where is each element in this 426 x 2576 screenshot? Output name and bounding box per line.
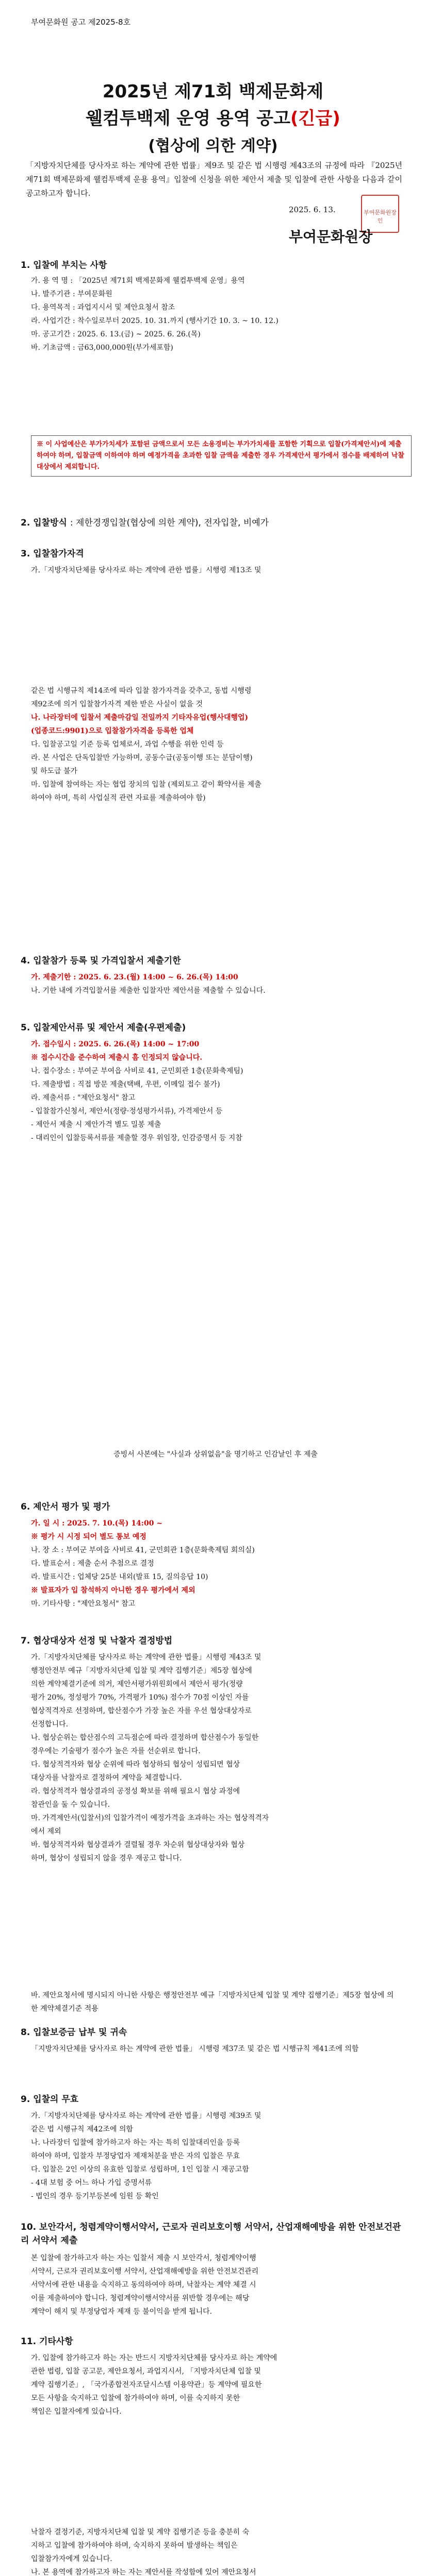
title-main: 웰컴투백제 운영 용역 공고 xyxy=(86,108,290,129)
sec6-line: 마. 기타사항 : "제안요청서" 참고 xyxy=(31,1600,136,1608)
seal-text: 부여문화원장인 xyxy=(364,209,397,224)
sec5-receipt-time: 가. 접수일시 : 2025. 6. 26.(목) 14:00 ~ 17:00 xyxy=(31,1040,200,1048)
section-1-body xyxy=(31,274,400,354)
section-4-title: 4. 입찰참가 등록 및 가격입찰서 제출기한 xyxy=(21,956,181,966)
sec3-line: (업종코드:9901)으로 입찰참가자격을 등록한 업체 xyxy=(31,727,194,735)
section-8-title: 8. 입찰보증금 납부 및 귀속 xyxy=(21,2027,127,2038)
sec9-line: 나. 나라장터 입찰에 참가하고자 하는 자는 특히 입찰대리인을 등록 xyxy=(31,2139,240,2147)
sec7-line: 하며, 협상이 성립되지 않을 경우 재공고 합니다. xyxy=(31,1854,182,1862)
budget-note: ※ 이 사업예산은 부가가치세가 포함된 금액으로서 모든 소용경비는 부가가치세를 포함한 기획으로 입찰(가격제안서)에 제출하여야 하며, 입찰금액 이하여야 하며 예정가격을 초과한 입찰 금액을 제출한 경우 가격제안서 평가에서 점수를 배제하여 낙찰 대상에서 제외합니다. xyxy=(37,440,404,471)
section-4-body xyxy=(31,971,400,997)
section-6-title: 6. 제안서 평가 및 평가 xyxy=(21,1502,110,1512)
sec6-notice: ※ 평가 시 시정 되어 별도 통보 예정 xyxy=(31,1533,146,1541)
sec3-line: 하여야 하며, 특히 사업실적 관련 자료를 제출하여야 함) xyxy=(31,794,206,802)
section-7-title: 7. 협상대상자 선정 및 낙찰자 결정방법 xyxy=(21,1636,173,1646)
urgent-label: (긴급) xyxy=(290,108,340,129)
sec9-line: - 법인의 경우 등기부등본에 임원 등 확인 xyxy=(31,2192,159,2200)
sec7-line: 경우에는 기술평가 점수가 높은 자를 선순위로 합니다. xyxy=(31,1747,201,1755)
sec1-line: 마. 공고기간 : 2025. 6. 13.(금) ~ 2025. 6. 26.(목) xyxy=(31,330,201,338)
sec10-line: 서약서, 근로자 권리보호이행 서약서, 산업재해예방을 위한 안전보건관리 xyxy=(31,2267,259,2276)
sec1-line: 가. 용 역 명 : 「2025년 제71회 백제문화제 웰컴투백제 운영」용역 xyxy=(31,277,245,285)
sec7-line: 나. 협상순위는 합산점수의 고득점순에 따라 결정하며 합산점수가 동일한 xyxy=(31,1734,259,1742)
section-11-title: 11. 기타사항 xyxy=(21,2336,73,2347)
sec7-line: 행정안전부 예규「지방자치단체 입찰 및 계약 집행기준」제5장 협상에 xyxy=(31,1667,252,1675)
sec9-line: - 4대 보험 중 어느 하나 가입 증명서류 xyxy=(31,2179,152,2187)
sec3-line: 및 하도급 불가 xyxy=(31,767,78,775)
sec5-line: - 입찰참가신청서, 제안서(정량·정성평가서류), 가격제안서 등 xyxy=(31,1107,223,1115)
sec7-line: 마. 가격제안서(입찰서)의 입찰가격이 예정가격을 초과하는 자는 협상적격자 xyxy=(31,1814,269,1822)
sec10-line: 서약서에 관한 내용을 숙지하고 동의하여야 하며, 낙찰자는 계약 체결 시 xyxy=(31,2281,256,2289)
sec11-line: 낙찰자 결정기준, 지방자치단체 입찰 및 계약 집행기준 등을 충분히 숙 xyxy=(31,2528,250,2536)
issuer-name: 부여문화원장 xyxy=(289,228,373,245)
title-line-1: 2025년 제71회 백제문화제 xyxy=(102,81,324,102)
sec10-line: 이를 제출하여야 합니다. 청렴계약이행서약서를 위반할 경우에는 해당 xyxy=(31,2294,250,2302)
sec6-date: 가. 일 시 : 2025. 7. 10.(목) 14:00 ~ xyxy=(31,1519,163,1528)
sec5-line: 라. 제출서류 : "제안요청서" 참고 xyxy=(31,1094,136,1102)
sec3-line: 마. 입찰에 참여하는 자는 협업 장치의 입찰 (제외토고 같이 확약서를 제출 xyxy=(31,781,261,789)
sec3-line: 라. 본 사업은 단독입찰만 가능하며, 공동수급(공동이행 또는 분담이행) xyxy=(31,754,253,762)
sec5-footnote: 증빙서 사본에는 "사실과 상위없음"을 명기하고 인감날인 후 제출 xyxy=(113,1450,318,1459)
section-5-title: 5. 입찰제안서류 및 제안서 제출(우편제출) xyxy=(21,1023,186,1033)
sec7-line: 에서 제외 xyxy=(31,1827,61,1836)
issue-date: 2025. 6. 13. xyxy=(289,205,336,214)
sec5-line: 다. 제출방법 : 직접 방문 제출(택배, 우편, 이메일 접수 불가) xyxy=(31,1080,220,1089)
sec3-line: 같은 법 시행규칙 제14조에 따라 입찰 참가자격을 갖추고, 동법 시행령 xyxy=(31,687,252,695)
section-5-body xyxy=(31,1038,400,1145)
sec9-line: 같은 법 시행규칙 제42조에 의함 xyxy=(31,2125,133,2133)
intro-paragraph: 「지방자치단체를 당사자로 하는 계약에 관한 법률」제9조 및 같은 법 시행령 제43조의 규정에 따라 『2025년 제71회 백제문화제 웰컴투백제 운용 용역』입찰에 신청을 위한 제안서 제출 및 입찰에 관한 사항을 다음과 같이 공고하고자 합니다. xyxy=(26,161,402,198)
sec11-line: 모든 사항을 숙지하고 입찰에 참가하여야 하며, 이를 숙지하지 못한 xyxy=(31,2394,240,2402)
sec5-line: - 제안서 제출 시 제안가격 별도 밀봉 제출 xyxy=(31,1121,161,1129)
sec7-line: 바. 협상적격자와 협상결과가 결렬될 경우 차순위 협상대상자와 협상 xyxy=(31,1841,245,1849)
sec11-line: 나. 본 용역에 참가하고자 하는 자는 제안서를 작성함에 있어 제안요청서 xyxy=(31,2568,256,2576)
sec5-line: 나. 접수장소 : 부여군 부여읍 사비로 41, 군민회관 1층(문화축제팀) xyxy=(31,1067,243,1075)
notice-number: 부여문화원 공고 제2025-8호 xyxy=(31,18,131,27)
sec4-deadline: 가. 제출기한 : 2025. 6. 23.(월) 14:00 ~ 6. 26.(목) 14:00 xyxy=(31,973,238,981)
sec6-line: 라. 발표시간 : 업체당 25분 내외(발표 15, 질의응답 10) xyxy=(31,1573,208,1581)
sec11-line: 계약 집행기준」, 「국가종합전자조달시스템 이용약관」등 계약에 필요한 xyxy=(31,2381,262,2389)
contract-type-subtitle: (협상에 의한 계약) xyxy=(148,137,278,155)
section-9-body xyxy=(31,2109,400,2203)
sec7-footnote: 바. 제안요청서에 명시되지 아니한 사항은 행정안전부 예규「지방자치단체 입찰 및 계약 집행기준」제5장 협상에 의한 계약체결기준 적용 xyxy=(31,1991,394,2013)
sec11-line: 관한 법령, 입찰 공고문, 제안요청서, 과업지시서, 「지방자치단체 입찰 및 xyxy=(31,2367,261,2376)
sec3-line: 제92조에 의거 입찰참가자격 제한 받은 사실이 없을 것 xyxy=(31,700,203,708)
sec9-line: 가.「지방자치단체를 당사자로 하는 계약에 관한 법률」시행령 제39조 및 xyxy=(31,2112,261,2120)
section-11-body xyxy=(31,2351,400,2576)
sec3-line: 다. 입찰공고일 기준 등록 업체로서, 과업 수행을 위한 인력 등 xyxy=(31,740,224,749)
sec1-line: 라. 사업기간 : 착수일로부터 2025. 10. 31.까지 (행사기간 10. 3. ~ 10. 12.) xyxy=(31,317,278,325)
section-3-title: 3. 입찰참가자격 xyxy=(21,549,84,559)
sec7-line: 협상적격자로 선정하며, 합산점수가 가장 높은 자를 우선 협상대상자로 xyxy=(31,1707,252,1715)
sec7-line: 참관인을 둘 수 있습니다. xyxy=(31,1801,110,1809)
sec11-line: 지하고 입찰에 참가하여야 하며, 숙지하지 못하여 발생하는 책임은 xyxy=(31,2541,238,2550)
sec7-line: 선정합니다. xyxy=(31,1720,69,1728)
title-line-2 xyxy=(0,104,426,129)
section-10-title: 10. 보안각서, 청렴계약이행서약서, 근로자 권리보호이행 서약서, 산업재해예방을 위한 안전보건관리 서약서 제출 xyxy=(21,2222,401,2246)
sec3-line: 나. 나라장터에 입찰서 제출마감일 전일까지 기타자유업(행사대행업) xyxy=(31,714,249,722)
section-6-body xyxy=(31,1517,400,1611)
sec5-line: - 대리인이 입찰등록서류를 제출할 경우 위임장, 인감증명서 등 지참 xyxy=(31,1134,242,1142)
sec11-line: 입찰참가자에게 있습니다. xyxy=(31,2555,112,2563)
section-2-heading: 2. 입찰방식 xyxy=(21,518,67,528)
sec9-line: 다. 입찰은 2인 이상의 유효한 입찰로 성립하며, 1인 입찰 시 재공고함 xyxy=(31,2165,249,2174)
sec6-line: 나. 장 소 : 부여군 부여읍 사비로 41, 군민회관 1층(문화축제팀 회의실) xyxy=(31,1546,255,1554)
section-10-body xyxy=(31,2251,400,2318)
sec7-line: 대상자를 낙찰자로 결정하여 계약을 체결합니다. xyxy=(31,1774,182,1782)
sec11-line: 책임은 입찰자에게 있습니다. xyxy=(31,2408,122,2416)
sec6-warning: ※ 발표자가 입 참석하지 아니한 경우 평가에서 제외 xyxy=(31,1586,195,1595)
sec1-line: 나. 발주기관 : 부여문화원 xyxy=(31,290,112,298)
sec4-line: 나. 기한 내에 가격입찰서를 제출한 입찰자만 제안서를 제출할 수 있습니다. xyxy=(31,987,266,995)
section-9-title: 9. 입찰의 무효 xyxy=(21,2094,79,2105)
sec7-line: 다. 협상적격자와 협상 순위에 따라 협상하되 협상이 성립되면 협상 xyxy=(31,1760,240,1769)
sec10-line: 본 입찰에 참가하고자 하는 자는 입찰서 제출 시 보안각서, 청렴계약이행 xyxy=(31,2254,256,2262)
sec10-line: 계약이 해지 및 부정당업자 제재 등 불이익을 받게 됩니다. xyxy=(31,2308,212,2316)
sec9-line: 하여야 하며, 입찰자 부정당업자 제재처분을 받은 자의 입찰은 무효 xyxy=(31,2152,240,2160)
sec7-line: 가.「지방자치단체를 당사자로 하는 계약에 관한 법률」시행령 제43조 및 xyxy=(31,1653,261,1662)
sec6-line: 다. 발표순서 : 제출 순서 추첨으로 결정 xyxy=(31,1560,154,1568)
sec1-line: 바. 기초금액 : 금63,000,000원(부가세포함) xyxy=(31,344,173,352)
bidding-method: : 제한경쟁입찰(협상에 의한 계약), 전자입찰, 비예가 xyxy=(70,518,269,528)
sec7-line: 의한 계약체결기준에 의거, 제안서평가위원회에서 제안서 평가(정량 xyxy=(31,1680,243,1688)
sec1-line: 다. 용역목적 : 과업지시서 및 제안요청서 참조 xyxy=(31,303,175,312)
section-7-body xyxy=(31,1651,400,1865)
sec3-line: 가.「지방자치단체를 당사자로 하는 계약에 관한 법률」시행령 제13조 및 xyxy=(31,566,261,574)
budget-note-box xyxy=(31,435,412,477)
section-1-title: 1. 입찰에 부치는 사항 xyxy=(21,260,107,270)
sec11-line: 가. 입찰에 참가하고자 하는 자는 반드시 지방자치단체를 당사자로 하는 계약에 xyxy=(31,2354,277,2362)
sec7-line: 라. 협상적격자 협상결과의 공정성 확보를 위해 필요시 협상 과정에 xyxy=(31,1787,240,1795)
section-8-body xyxy=(31,2042,400,2056)
sec5-warning: ※ 접수시간을 준수하여 제출시 흠 인정되지 않습니다. xyxy=(31,1054,203,1062)
section-2-title xyxy=(21,515,269,528)
sec7-line: 평가 20%, 정성평가 70%, 가격평가 10%) 점수가 70점 이상인 자를 xyxy=(31,1693,249,1702)
sec8-line: 「지방자치단체를 당사자로 하는 계약에 관한 법률」 시행령 제37조 및 같은 법 시행규칙 제41조에 의함 xyxy=(31,2045,359,2053)
section-3-body xyxy=(31,564,400,805)
